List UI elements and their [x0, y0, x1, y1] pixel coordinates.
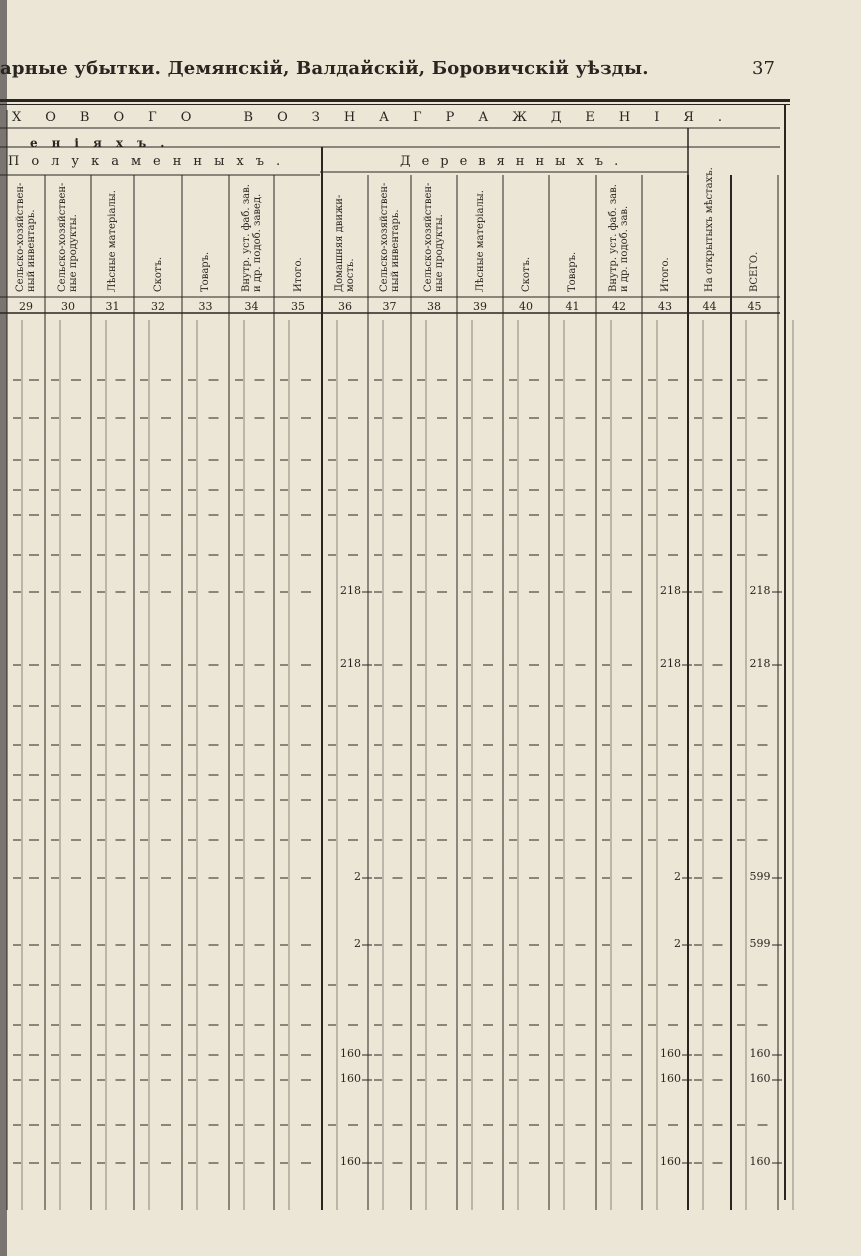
cell-value: 2: [354, 937, 361, 950]
column-name-43: [660, 257, 671, 292]
column-name-line: Сельско-хозяйствен-: [378, 182, 390, 292]
cell-value: 218: [340, 657, 361, 670]
cell-value: 160: [340, 1047, 361, 1060]
column-name-line: и др. подоб. зав.: [619, 205, 630, 292]
cell-value: 2: [674, 870, 681, 883]
column-name-line: и др. подоб. завед.: [251, 193, 263, 292]
column-name-line: Итого.: [292, 257, 304, 292]
column-name-line: Итого.: [659, 257, 671, 292]
column-name-line: Товаръ.: [567, 251, 578, 292]
cell-value: 160: [660, 1072, 681, 1085]
column-name-line: Скотъ.: [152, 257, 164, 292]
cell-value: 218: [749, 584, 771, 597]
column-name-line: ный инвентарь.: [389, 209, 401, 292]
column-number-31: 31: [105, 300, 120, 313]
column-name-line: Скотъ.: [520, 257, 532, 292]
cell-value: 218: [749, 657, 771, 670]
column-name-line: Внутр. уст. фаб. зав.: [608, 184, 619, 292]
column-number-30: 30: [61, 300, 75, 313]
cell-value: 160: [749, 1072, 771, 1085]
column-name-39: [475, 190, 486, 292]
column-name-line: ный инвентарь.: [26, 209, 37, 292]
column-name-line: Лѣсные матеріалы.: [474, 190, 486, 292]
cell-value: 599: [749, 937, 771, 950]
column-number-37: 37: [382, 300, 397, 313]
column-name-42: [608, 184, 630, 292]
column-number-36: 36: [338, 300, 352, 313]
cell-value: 2: [354, 870, 361, 883]
column-name-35: [293, 257, 304, 292]
column-name-line: мость.: [345, 258, 356, 292]
cell-value: 218: [660, 657, 681, 670]
column-name-32: [153, 257, 164, 292]
cell-value: 160: [340, 1072, 361, 1085]
column-number-43: 43: [658, 300, 672, 313]
cell-value: 160: [749, 1047, 771, 1060]
column-name-line: Внутр. уст. фаб. зав.: [240, 184, 252, 292]
column-number-45: 45: [747, 300, 762, 313]
cell-value: 599: [749, 870, 771, 883]
column-name-29: [15, 183, 37, 292]
column-number-40: 40: [519, 300, 533, 313]
column-number-44: 44: [702, 300, 717, 313]
column-name-45: [749, 252, 760, 292]
cell-value: 160: [749, 1155, 771, 1168]
column-name-36: [334, 195, 356, 292]
column-number-29: 29: [19, 300, 33, 313]
column-number-41: 41: [565, 300, 580, 313]
column-name-44: [704, 167, 715, 292]
page-number: 37: [752, 58, 775, 79]
column-name-line: ВСЕГО.: [749, 251, 760, 292]
column-name-31: [107, 190, 118, 292]
table-header-row1: ХОВОГО ВОЗНАГРАЖДЕНІЯ.: [12, 110, 746, 125]
column-number-38: 38: [427, 300, 441, 313]
group-header-polukamennye: Полукаменныхъ.: [8, 154, 293, 169]
column-name-line: Сельско-хозяйствен-: [57, 182, 68, 292]
column-name-line: ные продукты.: [68, 214, 79, 292]
column-name-33: [200, 252, 211, 292]
column-number-42: 42: [612, 300, 626, 313]
column-number-34: 34: [244, 300, 259, 313]
column-name-line: На открытыхъ мѣстахъ.: [704, 167, 715, 292]
column-name-line: Товаръ.: [200, 251, 211, 292]
cell-value: 160: [660, 1155, 681, 1168]
column-name-line: Сельско-хозяйствен-: [15, 182, 26, 292]
cell-value: 2: [674, 937, 681, 950]
column-name-34: [241, 184, 263, 292]
table-header-row2: еніяхъ.: [30, 136, 179, 150]
column-name-40: [521, 257, 532, 292]
column-name-line: ные продукты.: [434, 214, 445, 292]
cell-value: 160: [660, 1047, 681, 1060]
cell-value: 160: [340, 1155, 361, 1168]
cell-value: 218: [340, 584, 361, 597]
page-title: арные убытки. Демянскій, Валдайскій, Боровичскій уѣзды.: [0, 58, 649, 79]
column-name-line: Сельско-хозяйствен-: [423, 182, 434, 292]
column-name-line: Домашняя движи-: [334, 194, 345, 292]
column-name-41: [567, 252, 578, 292]
column-name-30: [57, 183, 79, 292]
cell-value: 218: [660, 584, 681, 597]
column-name-37: [379, 183, 401, 292]
column-number-33: 33: [198, 300, 213, 313]
group-header-derevyannye: Деревянныхъ.: [400, 154, 630, 169]
column-number-39: 39: [473, 300, 487, 313]
column-number-35: 35: [291, 300, 305, 313]
column-number-32: 32: [151, 300, 165, 313]
column-name-38: [423, 183, 445, 292]
column-name-line: Лѣсные матеріалы.: [107, 190, 118, 292]
